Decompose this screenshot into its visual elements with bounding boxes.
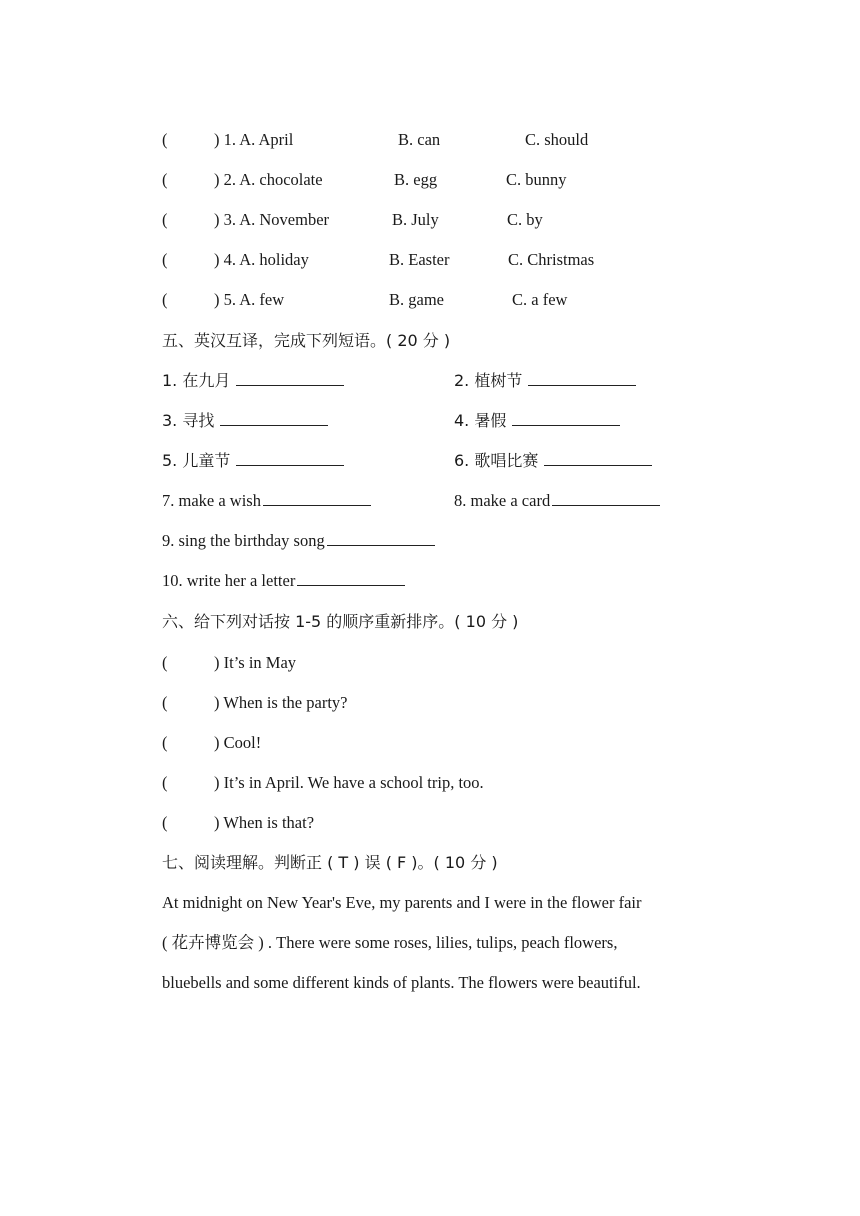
answer-blank[interactable] [263,491,371,506]
option-c: C. by [507,210,543,229]
section6-title: 六、给下列对话按 1-5 的顺序重新排序。( 10 分 ) [162,612,519,631]
translation-item-3: 3. 寻找 [162,410,328,432]
dialogue-line-4: ( ) It’s in April. We have a school trip, too. [162,773,484,792]
reading-paragraph-line-1: At midnight on New Year's Eve, my parents and I were in the flower fair [162,893,642,912]
reading-paragraph-line-3: bluebells and some different kinds of plants. The flowers were beautiful. [162,973,641,992]
translation-item-2: 2. 植树节 [454,370,636,392]
answer-bracket: ( [162,813,168,832]
answer-blank[interactable] [220,411,328,426]
dialogue-line-1: ( ) It’s in May [162,653,297,672]
answer-bracket: ( [162,130,168,149]
choice-row-1 [162,129,589,151]
choice-row-5 [162,289,568,311]
answer-bracket: ( [162,773,168,792]
answer-blank[interactable] [544,451,652,466]
dialogue-line-5: ( ) When is that? [162,813,315,832]
option-b: B. can [398,130,441,149]
answer-blank[interactable] [512,411,620,426]
option-a: ) 2. A. chocolate [214,170,323,189]
choice-row-4 [162,249,595,271]
dialogue-line-2: ( ) When is the party? [162,693,348,712]
answer-bracket: ( [162,290,168,309]
option-c: C. Christmas [508,250,595,269]
answer-blank[interactable] [327,531,435,546]
answer-bracket: ( [162,170,168,189]
section7-title: 七、阅读理解。判断正 ( T ) 误 ( F )。( 10 分 ) [162,853,498,872]
option-a: ) 5. A. few [214,290,285,309]
answer-bracket: ( [162,210,168,229]
option-a: ) 1. A. April [214,130,294,149]
option-b: B. July [392,210,439,229]
translation-item-4: 4. 暑假 [454,410,620,432]
translation-item-10: 10. write her a letter [162,570,405,592]
translation-item-8: 8. make a card [454,490,660,512]
option-b: B. game [389,290,444,309]
answer-blank[interactable] [297,571,405,586]
answer-blank[interactable] [236,371,344,386]
option-c: C. a few [512,290,568,309]
section5-title: 五、英汉互译，完成下列短语。( 20 分 ) [162,331,451,350]
answer-bracket: ( [162,653,168,672]
answer-bracket: ( [162,733,168,752]
option-c: C. bunny [506,170,567,189]
reading-paragraph-line-2: ( 花卉博览会 ) . There were some roses, lilies, tulips, peach flowers, [162,933,618,952]
answer-blank[interactable] [236,451,344,466]
translation-item-9: 9. sing the birthday song [162,530,435,552]
answer-bracket: ( [162,693,168,712]
option-a: ) 3. A. November [214,210,330,229]
option-c: C. should [525,130,589,149]
option-a: ) 4. A. holiday [214,250,309,269]
translation-item-5: 5. 儿童节 [162,450,344,472]
dialogue-line-3: ( ) Cool! [162,733,262,752]
answer-blank[interactable] [552,491,660,506]
choice-row-2 [162,169,567,191]
option-b: B. egg [394,170,438,189]
answer-bracket: ( [162,250,168,269]
answer-blank[interactable] [528,371,636,386]
translation-item-6: 6. 歌唱比赛 [454,450,652,472]
option-b: B. Easter [389,250,450,269]
translation-item-1: 1. 在九月 [162,370,344,392]
translation-item-7: 7. make a wish [162,490,371,512]
choice-row-3 [162,209,543,231]
